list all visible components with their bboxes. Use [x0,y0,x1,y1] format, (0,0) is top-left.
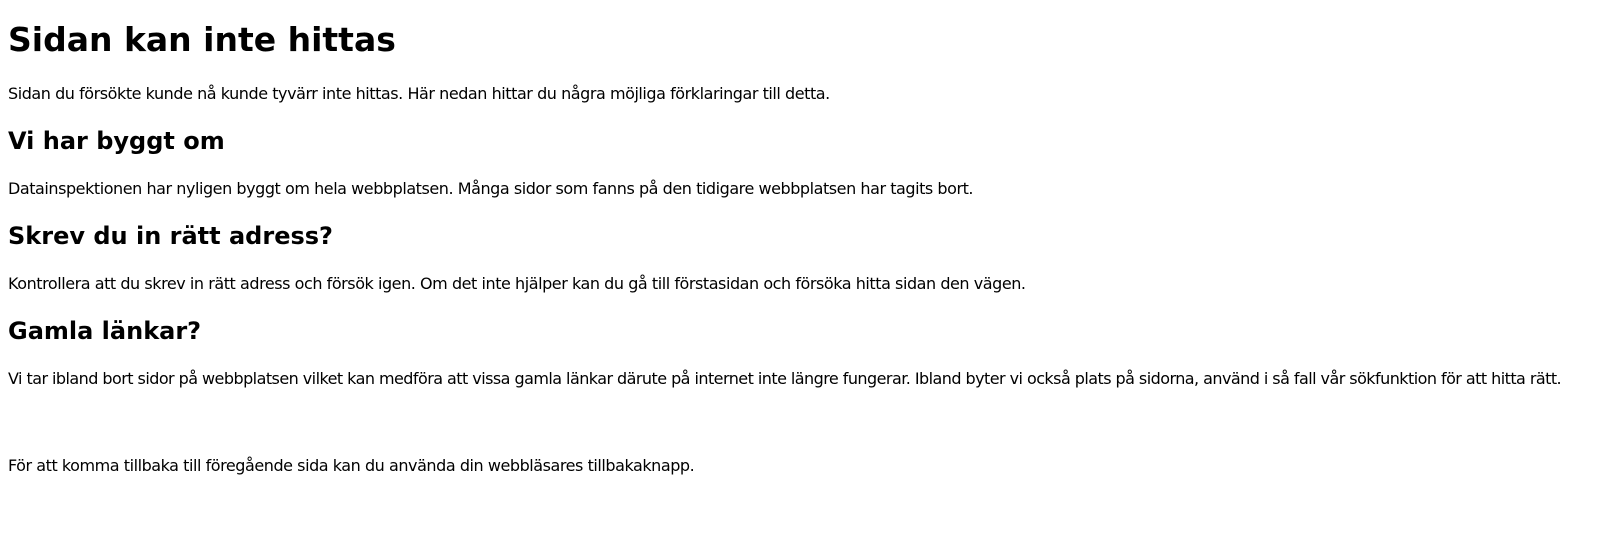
intro-text: Sidan du försökte kunde nå kunde tyvärr inte hittas. Här nedan hittar du några möjliga förklaringar till detta. [8,84,830,103]
section-text-rebuilt: Datainspektionen har nyligen byggt om hela webbplatsen. Många sidor som fanns på den tidigare webbplatsen har tagits bort. [8,179,974,198]
page-title: Sidan kan inte hittas [8,20,396,59]
section-text-address: Kontrollera att du skrev in rätt adress och försök igen. Om det inte hjälper kan du gå till förstasidan och försöka hitta sidan den vägen. [8,274,1026,293]
section-heading-address: Skrev du in rätt adress? [8,222,333,250]
section-heading-old-links: Gamla länkar? [8,317,202,345]
section-text-old-links: Vi tar ibland bort sidor på webbplatsen vilket kan medföra att vissa gamla länkar därute på internet inte längre fungerar. Ibland byter vi också plats på sidorna, använd i så fall vår sökfunktion för att hitta rätt. [8,369,1562,388]
back-note-text: För att komma tillbaka till föregående sida kan du använda din webbläsares tillbakaknapp. [8,456,695,475]
section-heading-rebuilt: Vi har byggt om [8,127,225,155]
